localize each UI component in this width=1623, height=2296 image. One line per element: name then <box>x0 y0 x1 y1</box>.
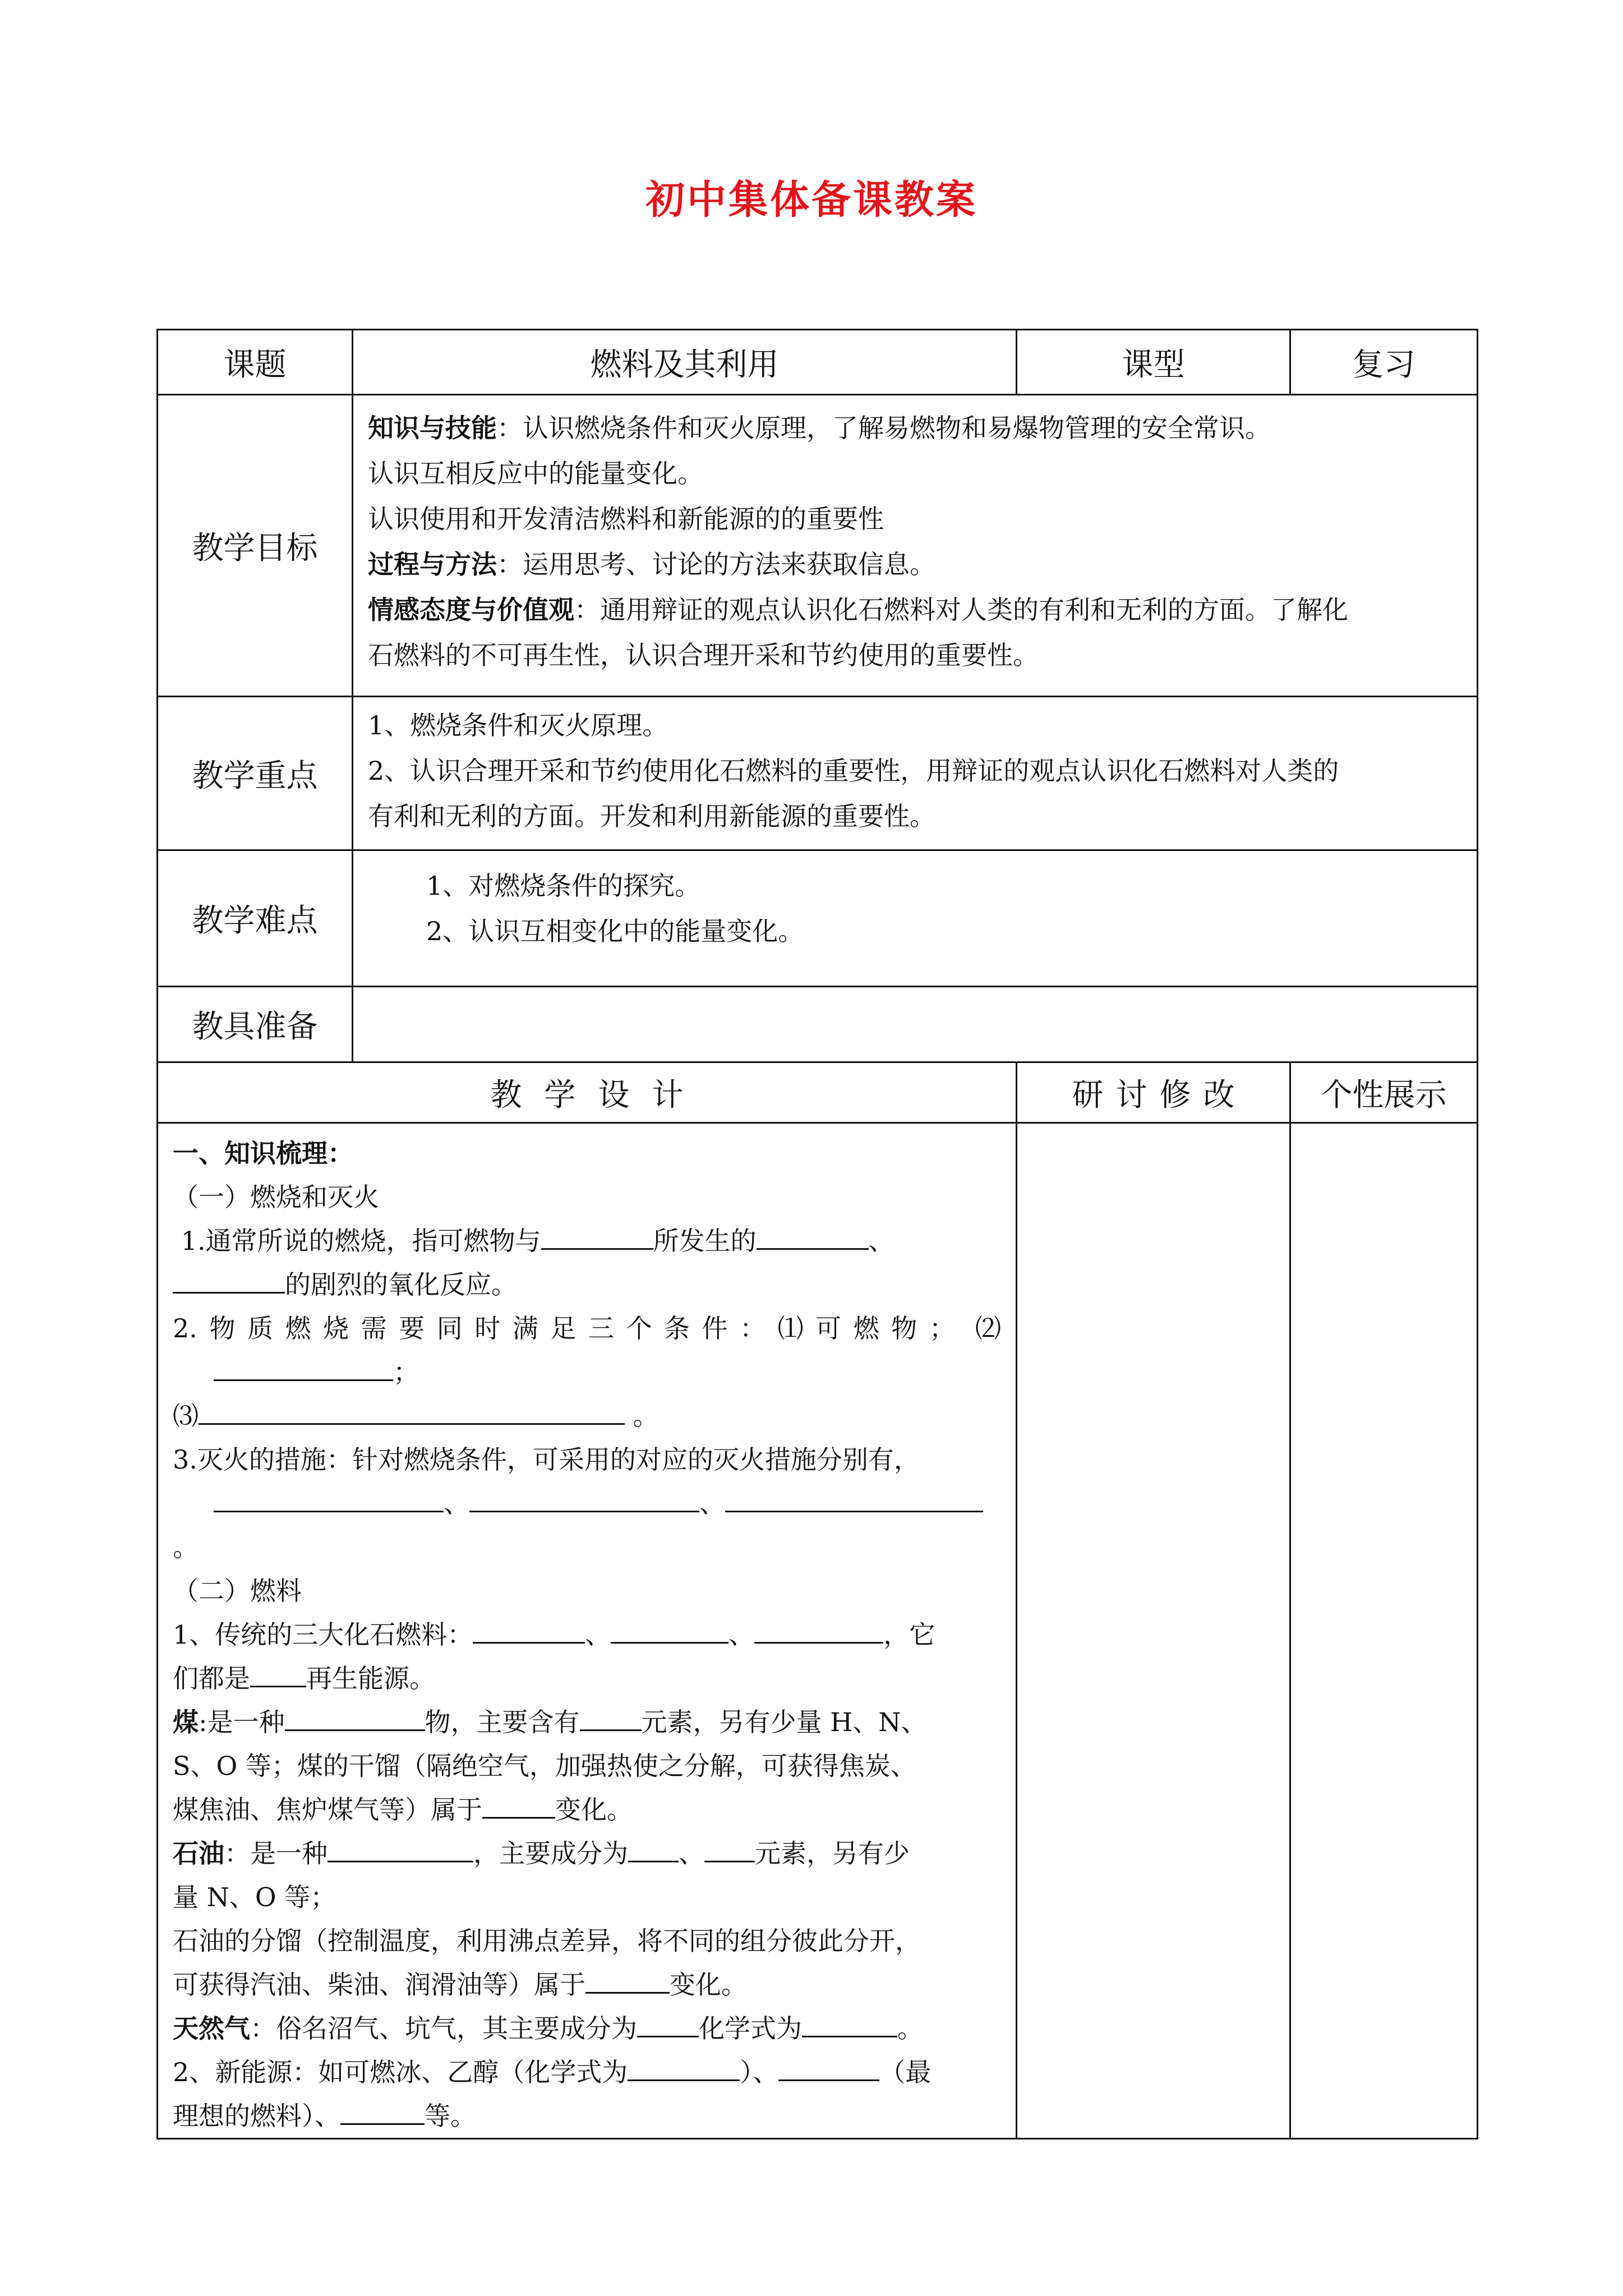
attitude-values-heading: 情感态度与价值观 <box>368 595 574 625</box>
coal-line-2: S、O 等；煤的干馏（隔绝空气，加强热使之分解，可获得焦炭、 <box>173 1751 916 1781</box>
natural-gas-line: 天然气：俗名沼气、坑气，其主要成分为 化学式为 。 <box>173 2007 1001 2050</box>
natural-gas-heading: 天然气 <box>173 2013 250 2044</box>
blank[interactable] <box>802 2009 897 2037</box>
knowledge-skills-line <box>368 406 1463 451</box>
knowledge-review-heading: 一、知识梳理： <box>173 1138 353 1168</box>
design-header-row <box>158 1062 1478 1123</box>
difficulty-1: 1、对燃烧条件的探究。 <box>426 871 701 901</box>
difficulties-content <box>353 850 1478 987</box>
attitude-values-text: ：通用辩证的观点认识化石燃料对人类的有利和无利的方面。了解化 <box>574 595 1348 625</box>
difficulties-row <box>158 850 1478 987</box>
fuels-line-2: 们都是 再生能源。 <box>173 1657 1001 1700</box>
show-column[interactable] <box>1290 1123 1478 2139</box>
question-2-line-2: ； <box>173 1350 1001 1394</box>
tools-row <box>158 987 1478 1062</box>
lesson-type-label: 课型 <box>1017 330 1290 395</box>
blank[interactable] <box>778 2053 879 2081</box>
lesson-plan-table <box>156 329 1478 2139</box>
process-method-heading: 过程与方法 <box>368 549 497 579</box>
design-header: 教学设计 <box>158 1062 1017 1123</box>
revise-column[interactable] <box>1017 1123 1290 2139</box>
objectives-content <box>353 395 1478 697</box>
knowledge-skills-heading: 知识与技能 <box>368 413 497 443</box>
new-energy-line-2: 理想的燃料）、 等。 <box>173 2094 1001 2138</box>
oil-line-1: 石油：是一种 ，主要成分为 、 元素，另有少 <box>173 1832 1001 1875</box>
coal-heading: 煤 <box>173 1707 199 1737</box>
coal-line-1: 煤:是一种 物，主要含有 元素，另有少量 H、N、 <box>173 1700 1001 1744</box>
topic-label: 课题 <box>158 330 353 395</box>
blank[interactable] <box>340 2096 425 2125</box>
blank[interactable] <box>541 1221 653 1250</box>
revise-header: 研讨修改 <box>1017 1062 1290 1123</box>
process-method-line <box>368 542 1463 587</box>
question-3-line-2: 、 、。 <box>173 1481 1001 1569</box>
objectives-row <box>158 395 1478 697</box>
topic-value: 燃料及其利用 <box>353 330 1017 395</box>
attitude-values-line-2: 石燃料的不可再生性，认识合理开采和节约使用的重要性。 <box>368 640 1039 670</box>
blank[interactable] <box>285 1703 425 1731</box>
blank[interactable] <box>725 1484 983 1512</box>
blank[interactable] <box>754 1615 883 1644</box>
new-energy-line-1: 2、新能源：如可燃冰、乙醇（化学式为 ）、 （最 <box>173 2050 1001 2094</box>
blank[interactable] <box>704 1834 755 1862</box>
show-header: 个性展示 <box>1290 1062 1478 1123</box>
fuels-line-1: 1、传统的三大化石燃料： 、 、 ，它 <box>173 1613 1001 1657</box>
design-body-row <box>158 1123 1478 2139</box>
blank[interactable] <box>482 1790 555 1819</box>
key-points-content <box>353 697 1478 850</box>
tools-label: 教具准备 <box>158 987 353 1062</box>
blank[interactable] <box>611 1615 728 1644</box>
section-combustion-heading: （一）燃烧和灭火 <box>173 1182 379 1212</box>
blank[interactable] <box>250 1659 306 1687</box>
blank[interactable] <box>328 1834 473 1862</box>
blank[interactable] <box>473 1615 585 1644</box>
blank[interactable] <box>585 1965 670 1994</box>
difficulties-label: 教学难点 <box>158 850 353 987</box>
objectives-label: 教学目标 <box>158 395 353 697</box>
key-points-row <box>158 697 1478 850</box>
key-point-2-cont: 有利和无利的方面。开发和利用新能源的重要性。 <box>368 801 935 831</box>
blank[interactable] <box>214 1352 393 1381</box>
design-content <box>158 1123 1017 2139</box>
knowledge-skills-text: ：认识燃烧条件和灭火原理，了解易燃物和易爆物管理的安全常识。 <box>497 413 1271 443</box>
section-fuels-heading: （二）燃料 <box>173 1576 302 1606</box>
oil-line-2: 量 N、O 等； <box>173 1882 336 1912</box>
key-points-label: 教学重点 <box>158 697 353 850</box>
question-2-line-3: ⑶ 。 <box>173 1394 1001 1438</box>
objective-line-2: 认识互相反应中的能量变化。 <box>368 458 703 489</box>
topic-row <box>158 330 1478 395</box>
blank[interactable] <box>469 1484 699 1512</box>
attitude-values-line <box>368 587 1463 633</box>
difficulty-2: 2、认识互相变化中的能量变化。 <box>426 916 804 946</box>
oil-line-3: 石油的分馏（控制温度，利用沸点差异，将不同的组分彼此分开， <box>173 1926 921 1956</box>
blank[interactable] <box>628 2053 740 2081</box>
blank[interactable] <box>199 1396 625 1425</box>
question-3-line-1: 3.灭火的措施：针对燃烧条件，可采用的对应的灭火措施分别有， <box>173 1444 920 1475</box>
key-point-2: 2、认识合理开采和节约使用化石燃料的重要性，用辩证的观点认识化石燃料对人类的 <box>368 756 1339 786</box>
page-title: 初中集体备课教案 <box>645 176 978 223</box>
question-2-line-1: 2.物质燃烧需要同时满足三个条件：⑴可燃物； ⑵ <box>173 1313 1001 1343</box>
blank[interactable] <box>580 1703 642 1731</box>
oil-line-4: 可获得汽油、柴油、润滑油等）属于 变化。 <box>173 1963 1001 2007</box>
blank[interactable] <box>628 1834 679 1862</box>
lesson-type-value: 复习 <box>1290 330 1478 395</box>
objective-line-3: 认识使用和开发清洁燃料和新能源的的重要性 <box>368 504 884 534</box>
blank[interactable] <box>757 1221 869 1250</box>
question-1-line-2: 的剧烈的氧化反应。 <box>173 1263 1001 1306</box>
key-point-1: 1、燃烧条件和灭火原理。 <box>368 710 668 740</box>
blank[interactable] <box>214 1484 444 1512</box>
oil-heading: 石油 <box>173 1838 224 1869</box>
coal-line-3: 煤焦油、焦炉煤气等）属于 变化。 <box>173 1788 1001 1832</box>
blank[interactable] <box>637 2009 699 2037</box>
process-method-text: ：运用思考、讨论的方法来获取信息。 <box>497 549 935 579</box>
tools-content <box>353 987 1478 1062</box>
question-1-line-1: 1.通常所说的燃烧，指可燃物与 所发生的 、 <box>173 1219 1001 1263</box>
blank[interactable] <box>173 1265 285 1294</box>
